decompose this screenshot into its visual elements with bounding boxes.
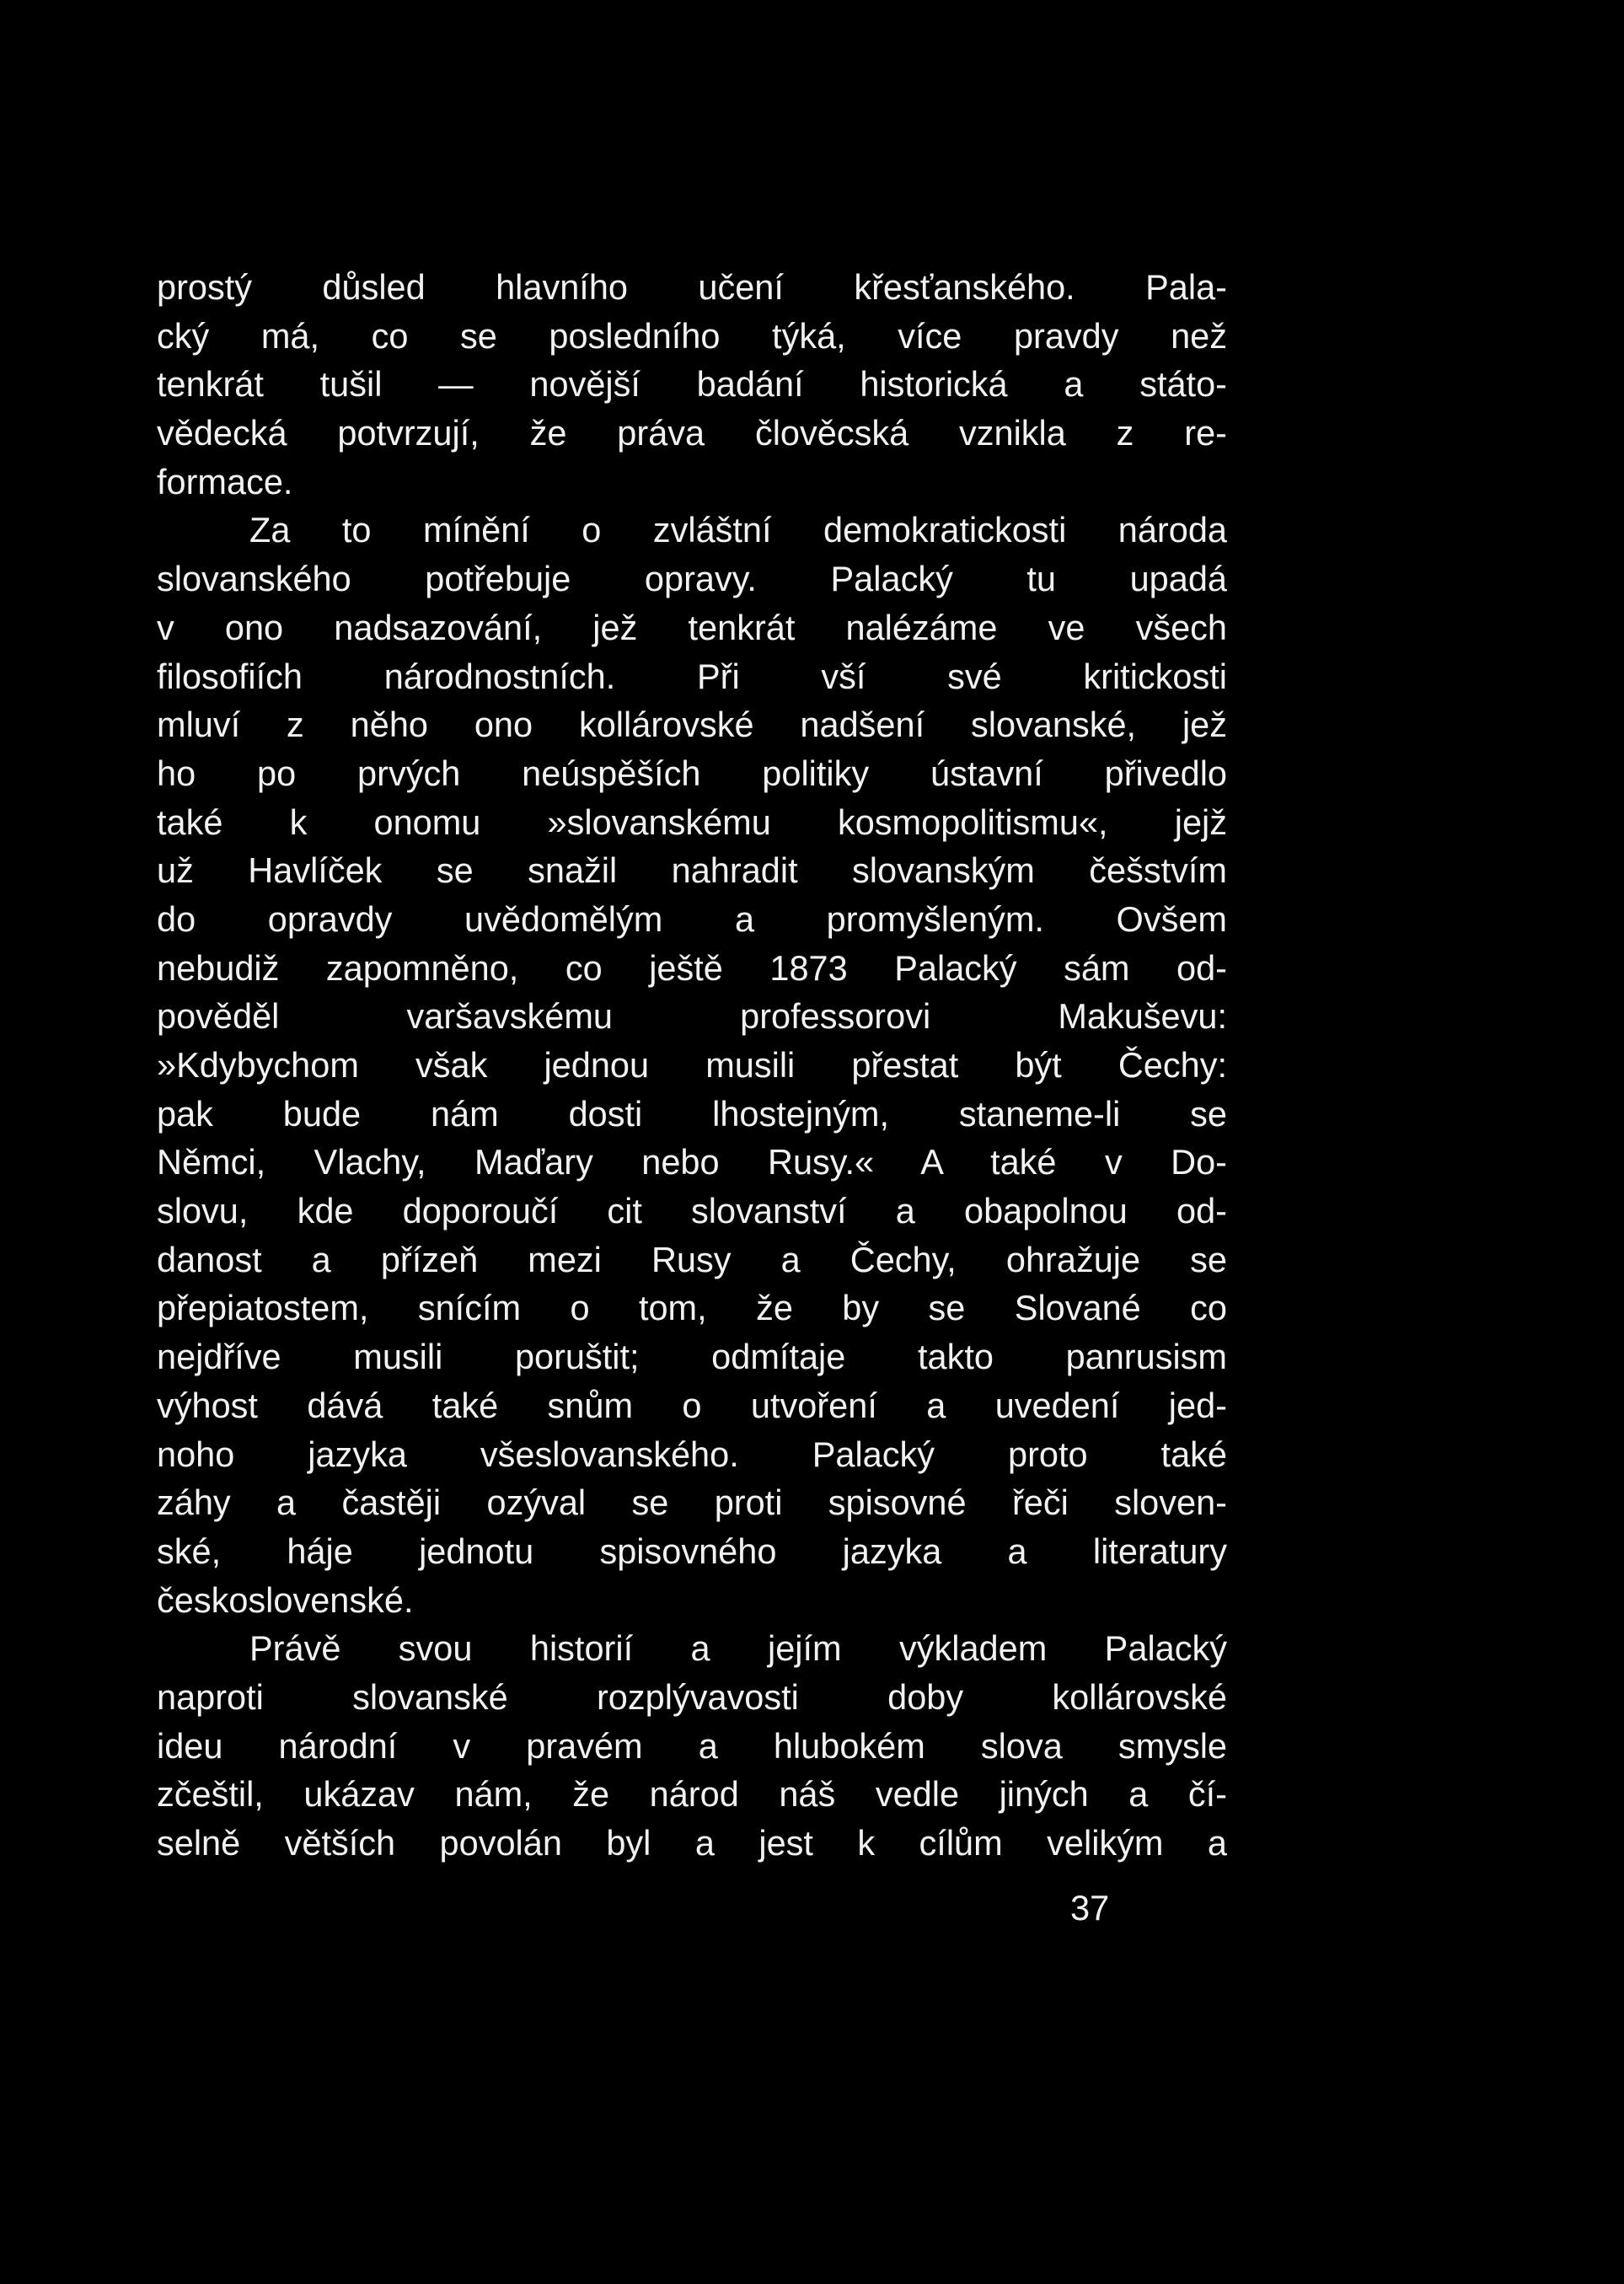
page-text: [157, 263, 1227, 1868]
text-line: ho po prvých neúspěších politiky ústavní přivedlo: [157, 753, 1227, 793]
text-line: nejdříve musili poruštit; odmítaje takto panrusism: [157, 1337, 1227, 1377]
text-line: v ono nadsazování, jež tenkrát nalézáme ve všech: [157, 607, 1227, 647]
text-line: cký má, co se posledního týká, více pravdy než: [157, 315, 1227, 356]
text-line: prostý důsled hlavního učení křesťanského. Pala-: [157, 267, 1227, 307]
text-line: selně větších povolán byl a jest k cílům velikým a: [157, 1823, 1227, 1863]
text-line: filosofiích národnostních. Při vší své kritickosti: [157, 656, 1227, 696]
text-line: noho jazyka všeslovanského. Palacký proto také: [157, 1434, 1227, 1474]
text-line: tenkrát tušil — novější badání historická a státo-: [157, 364, 1227, 405]
text-line: ské, háje jednotu spisovného jazyka a literatury: [157, 1531, 1227, 1571]
text-line: nebudiž zapomněno, co ještě 1873 Palacký sám od-: [157, 947, 1227, 988]
text-line: Němci, Vlachy, Maďary nebo Rusy.« A také v Do-: [157, 1142, 1227, 1182]
text-line: pak bude nám dosti lhostejným, staneme-li se: [157, 1093, 1227, 1134]
page-number: 37: [1070, 1888, 1110, 1927]
text-line: československé.: [157, 1579, 414, 1620]
text-line: slovu, kde doporoučí cit slovanství a obapolnou od-: [157, 1191, 1227, 1231]
text-line: pověděl varšavskému professorovi Makuševu:: [157, 996, 1227, 1037]
text-line: přepiatostem, snícím o tom, že by se Slované co: [157, 1288, 1227, 1328]
text-line: naproti slovanské rozplývavosti doby kollárovské: [157, 1676, 1227, 1717]
text-line: Za to mínění o zvláštní demokratickosti národa: [249, 510, 1227, 550]
text-line: slovanského potřebuje opravy. Palacký tu upadá: [157, 559, 1227, 599]
text-line: zčeštil, ukázav nám, že národ náš vedle jiných a čí-: [157, 1774, 1227, 1815]
text-line: do opravdy uvědomělým a promyšleným. Ovšem: [157, 898, 1227, 939]
text-line: Právě svou historií a jejím výkladem Palacký: [249, 1628, 1227, 1669]
text-line: už Havlíček se snažil nahradit slovanským češstvím: [157, 850, 1227, 891]
text-line: výhost dává také snům o utvoření a uvedení jed-: [157, 1385, 1227, 1425]
text-line: »Kdybychom však jednou musili přestat být Čechy:: [157, 1045, 1227, 1085]
text-line: vědecká potvrzují, že práva člověcská vznikla z re-: [157, 413, 1227, 453]
text-line: mluví z něho ono kollárovské nadšení slovanské, jež: [157, 705, 1227, 745]
text-line: formace.: [157, 461, 293, 501]
text-line: danost a přízeň mezi Rusy a Čechy, ohražuje se: [157, 1239, 1227, 1279]
text-line: ideu národní v pravém a hlubokém slova smysle: [157, 1725, 1227, 1766]
text-line: záhy a častěji ozýval se proti spisovné řeči sloven-: [157, 1482, 1227, 1523]
text-line: také k onomu »slovanskému kosmopolitismu«, jejž: [157, 802, 1227, 842]
